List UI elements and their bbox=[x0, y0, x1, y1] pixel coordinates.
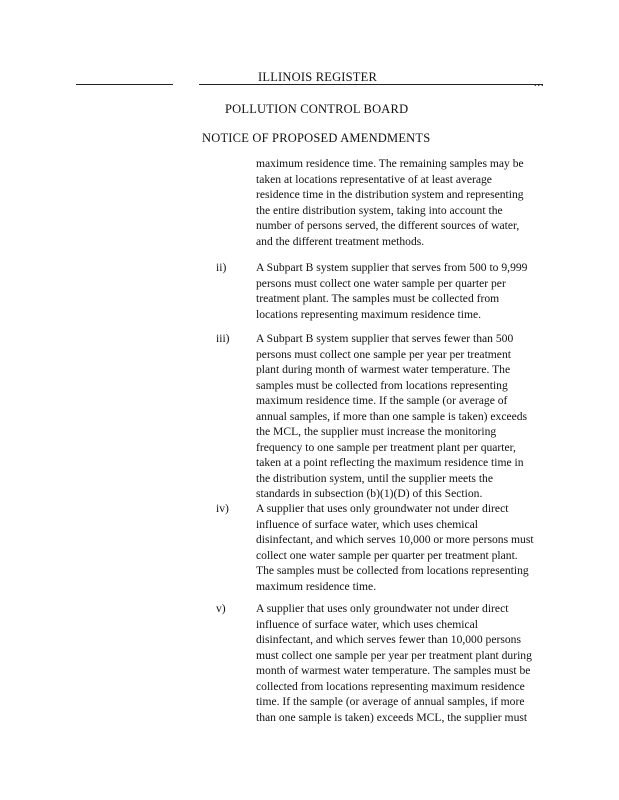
item-number: ii) bbox=[216, 261, 227, 274]
text-line: A Subpart B system supplier that serves fewer than 500 bbox=[256, 332, 514, 345]
item-paragraph bbox=[256, 260, 546, 322]
board-title: POLLUTION CONTROL BOARD bbox=[225, 102, 409, 116]
continuation-paragraph bbox=[256, 156, 546, 249]
text-line: than one sample is taken) exceeds MCL, the supplier must bbox=[256, 710, 528, 724]
text-line: disinfectant, and which serves fewer than 10,000 persons bbox=[256, 633, 521, 646]
text-line: maximum residence time. The remaining samples may be bbox=[256, 157, 524, 170]
text-line: influence of surface water, which uses chemical bbox=[256, 617, 478, 631]
text-line: persons must collect one sample per year per treatment bbox=[256, 347, 511, 361]
text-line: the MCL, the supplier must increase the monitoring bbox=[256, 425, 497, 438]
item-number: v) bbox=[216, 602, 226, 615]
text-line: A supplier that uses only groundwater not under direct bbox=[256, 602, 509, 615]
text-line: annual samples, if more than one sample is taken) exceeds bbox=[256, 409, 528, 423]
notice-title: NOTICE OF PROPOSED AMENDMENTS bbox=[202, 131, 431, 145]
header-rule-left bbox=[76, 84, 173, 85]
text-line: and the different treatment methods. bbox=[256, 234, 425, 248]
text-line: maximum residence time. If the sample (or average of bbox=[256, 394, 508, 407]
text-line: standards in subsection (b)(1)(D) of this Section. bbox=[256, 487, 483, 500]
item-paragraph bbox=[256, 331, 546, 502]
register-title: ILLINOIS REGISTER bbox=[258, 70, 378, 84]
text-line: A supplier that uses only groundwater not under direct bbox=[256, 502, 509, 515]
text-line: locations representing maximum residence time. bbox=[256, 307, 482, 321]
text-line: treatment plant. The samples must be collected from bbox=[256, 292, 500, 305]
text-line: The samples must be collected from locations representing bbox=[256, 564, 529, 577]
text-line: frequency to one sample per treatment plant per quarter, bbox=[256, 440, 516, 454]
text-line: collected from locations representing maximum residence bbox=[256, 679, 525, 693]
text-line: month of warmest water temperature. The samples must be bbox=[256, 664, 531, 677]
text-line: collect one water sample per quarter per treatment plant. bbox=[256, 548, 518, 562]
item-paragraph bbox=[256, 601, 546, 725]
header-dots: ... bbox=[534, 78, 545, 89]
text-line: plant during month of warmest water temperature. The bbox=[256, 363, 511, 376]
item-number: iv) bbox=[216, 502, 229, 515]
text-line: samples must be collected from locations representing bbox=[256, 378, 508, 392]
text-line: taken at locations representative of at least average bbox=[256, 172, 492, 186]
text-line: residence time in the distribution system and representing bbox=[256, 188, 524, 201]
text-line: disinfectant, and which serves 10,000 or more persons must bbox=[256, 533, 534, 546]
text-line: the entire distribution system, taking into account the bbox=[256, 203, 503, 217]
text-line: number of persons served, the different sources of water, bbox=[256, 219, 520, 232]
text-line: taken at a point reflecting the maximum residence time in bbox=[256, 456, 524, 469]
text-line: A Subpart B system supplier that serves from 500 to 9,999 bbox=[256, 261, 528, 274]
text-line: influence of surface water, which uses chemical bbox=[256, 517, 478, 531]
text-line: maximum residence time. bbox=[256, 579, 377, 593]
text-line: must collect one sample per year per treatment plant during bbox=[256, 648, 532, 662]
text-line: the distribution system, until the supplier meets the bbox=[256, 471, 493, 485]
text-line: persons must collect one water sample per quarter per bbox=[256, 276, 506, 290]
text-line: time. If the sample (or average of annual samples, if more bbox=[256, 695, 525, 708]
item-number: iii) bbox=[216, 332, 230, 345]
item-paragraph bbox=[256, 501, 546, 594]
